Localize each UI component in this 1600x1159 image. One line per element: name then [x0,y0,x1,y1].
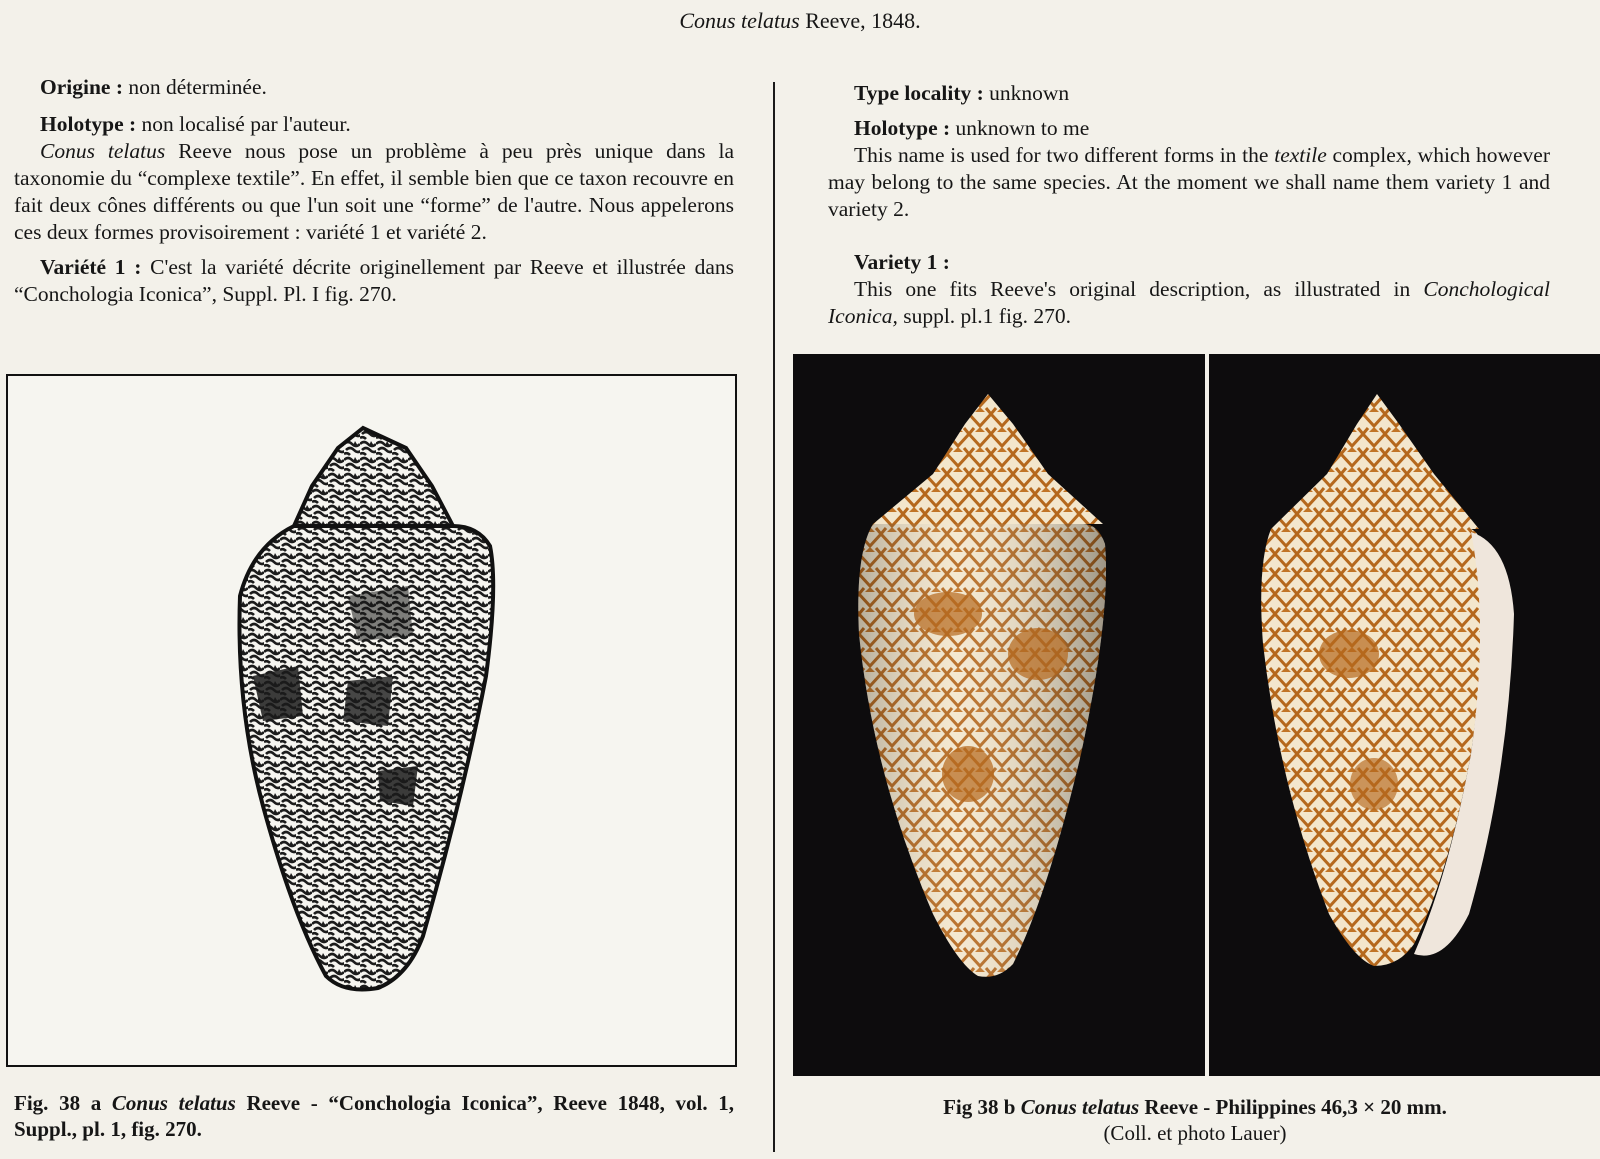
french-text-column [14,74,734,308]
variety-heading [828,249,1550,276]
variety-label: Variety 1 : [854,250,950,274]
variete-paragraph [14,254,734,308]
variete-label: Variété 1 : [40,255,142,279]
origine-line [14,74,734,101]
origine-label: Origine : [40,75,123,99]
figure-38a-caption [14,1090,734,1142]
column-divider [773,82,775,1152]
intro-text-fr: Reeve nous pose un problème à peu près unique dans la taxonomie du “complexe textile”. En effet, il semble bien que ce taxon recouvre en fait deux cônes différents ou que l'un soit une “forme” de l'autre. Nous appelerons ces deux formes provisoirement : variété 1 et variété 2. [14,139,734,244]
page-title [0,8,1600,34]
variete-text: C'est la variété décrite originellement par Reeve et illustrée dans “Conchologia Iconica”, Suppl. Pl. I fig. 270. [14,255,734,306]
caption-a-species: Conus telatus [111,1091,236,1115]
caption-b-line [790,1094,1600,1120]
caption-b-species: Conus telatus [1020,1095,1140,1119]
para2-start: This one fits Reeve's original description, as illustrated in [854,277,1424,301]
variety-paragraph-en [828,276,1550,330]
locality-line [828,80,1550,107]
para1-start: This name is used for two different forms in the [854,143,1275,167]
figure-38a-drawing-frame [6,374,737,1067]
holotype-line-en [828,115,1550,142]
engraved-cone-shell-drawing [8,376,735,1065]
holotype-label-fr: Holotype : [40,112,137,136]
para1-end: complex, which however may belong to the same species. At the moment we shall name them variety 1 and variety 2. [828,143,1550,221]
intro-paragraph-fr [14,138,734,246]
para1-italic: textile [1274,143,1327,167]
locality-value: unknown [983,81,1070,105]
title-species: Conus telatus [679,8,800,33]
figure-38b-photo-ventral [1209,354,1600,1076]
english-text-column [828,80,1550,330]
holotype-line-fr [14,111,734,138]
holotype-value-fr: non localisé par l'auteur. [136,112,351,136]
caption-b-text: Reeve - Philippines 46,3 × 20 mm. [1139,1095,1447,1119]
figure-38b-photo-dorsal [793,354,1205,1076]
para2-italic: Conchological Iconica, [828,277,1550,328]
figure-38b-caption [790,1094,1600,1146]
title-author-year: Reeve, 1848. [799,8,921,33]
para2-end: suppl. pl.1 fig. 270. [897,304,1072,328]
caption-a-text: Reeve - “Conchologia Iconica”, Reeve 1848, vol. 1, Suppl., pl. 1, fig. 270. [14,1091,734,1141]
caption-b-prefix: Fig 38 b [943,1095,1021,1119]
locality-label: Type locality : [854,81,984,105]
shell-photo-ventral [1209,354,1600,1076]
intro-species-fr: Conus telatus [40,139,166,163]
caption-b-credit: (Coll. et photo Lauer) [1103,1121,1287,1145]
holotype-value-en: unknown to me [950,116,1090,140]
origine-value: non déterminée. [123,75,267,99]
description-paragraph-en [828,142,1550,223]
holotype-label-en: Holotype : [854,116,951,140]
caption-a-prefix: Fig. 38 a [14,1091,112,1115]
shell-photo-dorsal [793,354,1205,1076]
